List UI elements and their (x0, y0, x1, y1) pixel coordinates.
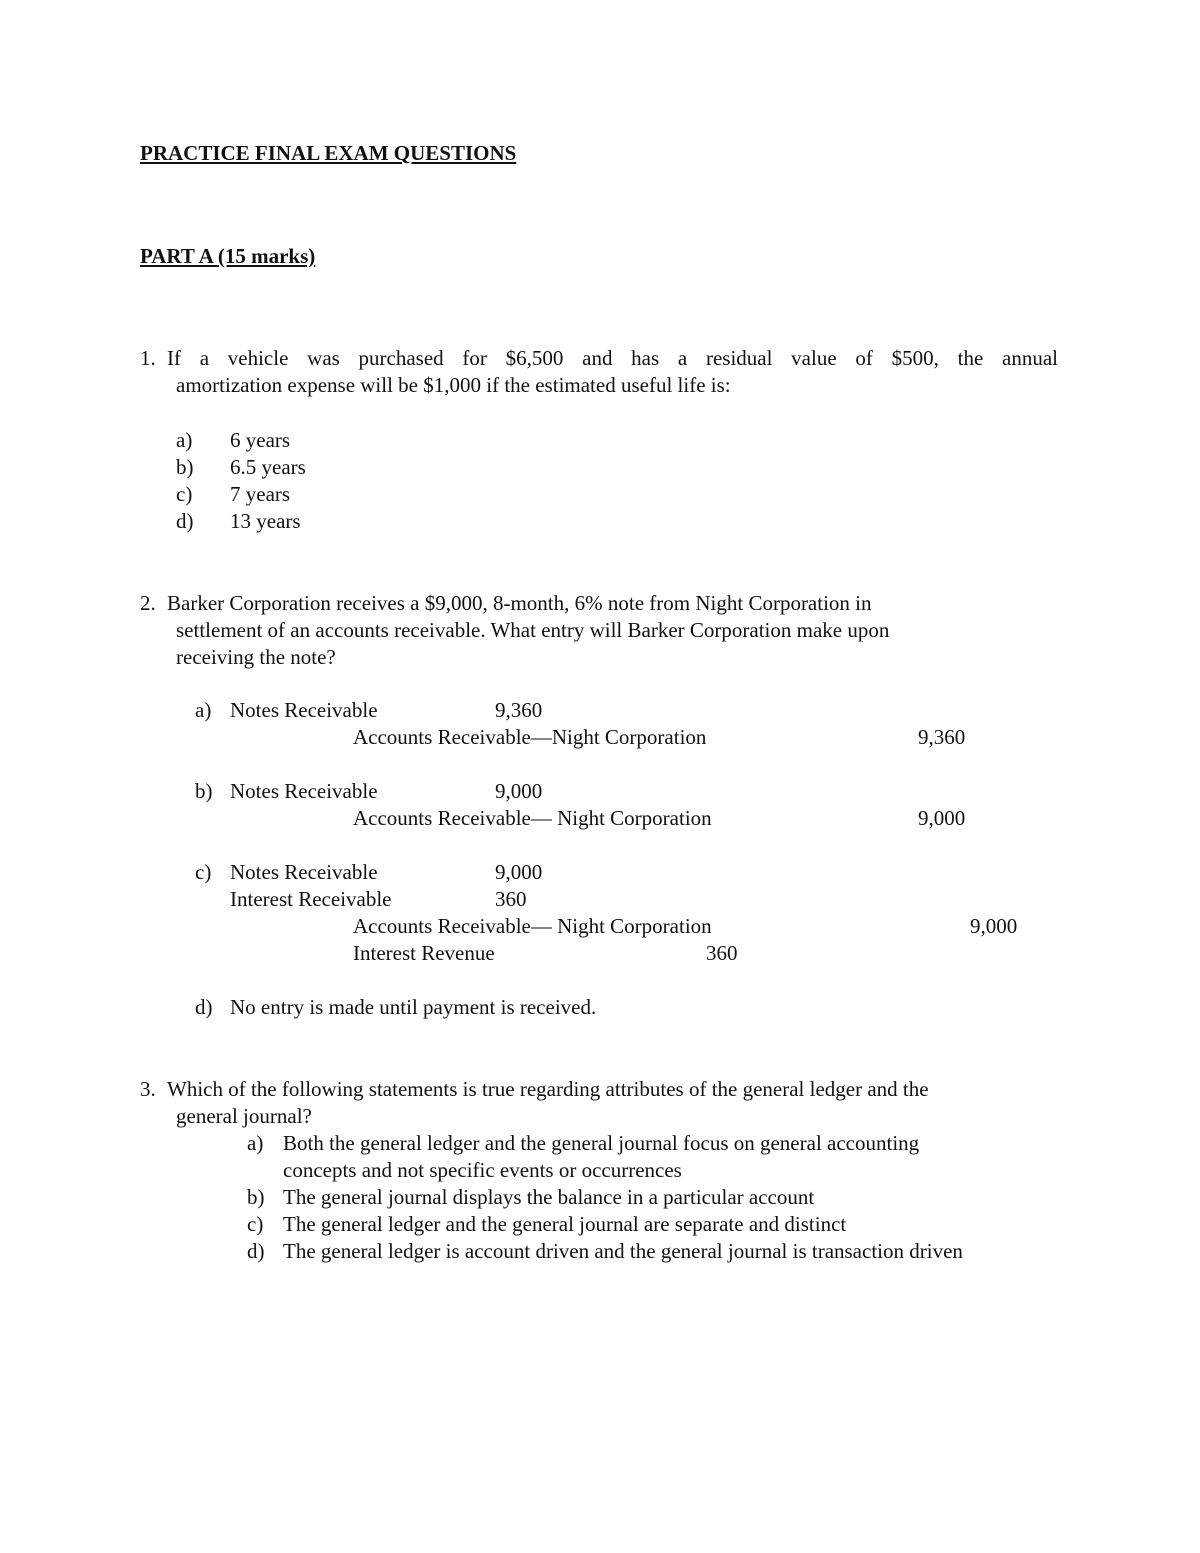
option-letter: a) (247, 1131, 264, 1155)
question-text: amortization expense will be $1,000 if the estimated useful life is: (176, 373, 731, 397)
option-text: Both the general ledger and the general journal focus on general accounting (283, 1131, 920, 1155)
debit-amount: 9,000 (495, 860, 543, 884)
option-text: The general ledger and the general journal are separate and distinct (283, 1212, 847, 1236)
question-text: Which of the following statements is true regarding attributes of the general ledger and the (167, 1077, 929, 1101)
option-letter: d) (247, 1239, 265, 1263)
question-number: 1. (140, 346, 156, 370)
debit-account: Notes Receivable (230, 698, 378, 722)
option-letter: a) (176, 428, 193, 452)
credit-account: Accounts Receivable— Night Corporation (353, 914, 712, 938)
debit-amount: 9,000 (495, 779, 543, 803)
option-text: The general journal displays the balance in a particular account (283, 1185, 815, 1209)
option-text: The general ledger is account driven and the general journal is transaction driven (283, 1239, 963, 1263)
question-text: Barker Corporation receives a $9,000, 8-month, 6% note from Night Corporation in (167, 591, 872, 615)
credit-amount: 9,000 (970, 914, 1018, 938)
credit-amount: 9,360 (918, 725, 966, 749)
credit-account: Accounts Receivable—Night Corporation (353, 725, 707, 749)
page-title: PRACTICE FINAL EXAM QUESTIONS (140, 141, 517, 165)
option-text: 6 years (230, 428, 291, 452)
credit-account: Interest Revenue (353, 941, 495, 965)
option-letter: b) (176, 455, 194, 479)
question-number: 3. (140, 1077, 156, 1101)
question-text: general journal? (176, 1104, 312, 1128)
option-text: 6.5 years (230, 455, 306, 479)
credit-account: Accounts Receivable— Night Corporation (353, 806, 712, 830)
question-number: 2. (140, 591, 156, 615)
option-text: concepts and not specific events or occurrences (283, 1158, 682, 1182)
debit-account: Notes Receivable (230, 779, 378, 803)
debit-amount: 360 (495, 887, 527, 911)
option-letter: d) (176, 509, 194, 533)
debit-amount: 9,360 (495, 698, 543, 722)
option-letter: b) (247, 1185, 265, 1209)
option-letter: c) (247, 1212, 264, 1236)
option-text: 13 years (230, 509, 301, 533)
question-text: If a vehicle was purchased for $6,500 and has a residual value of $500, the annual (167, 346, 1058, 370)
debit-account: Interest Receivable (230, 887, 392, 911)
credit-amount: 360 (706, 941, 738, 965)
question-text: settlement of an accounts receivable. What entry will Barker Corporation make upon (176, 618, 890, 642)
option-letter: c) (195, 860, 212, 884)
debit-account: Notes Receivable (230, 860, 378, 884)
credit-amount: 9,000 (918, 806, 966, 830)
part-heading: PART A (15 marks) (140, 244, 316, 268)
option-letter: c) (176, 482, 193, 506)
option-text: 7 years (230, 482, 291, 506)
option-text: No entry is made until payment is received. (230, 995, 597, 1019)
option-letter: d) (195, 995, 213, 1019)
option-letter: b) (195, 779, 213, 803)
question-text: receiving the note? (176, 645, 336, 669)
option-letter: a) (195, 698, 212, 722)
